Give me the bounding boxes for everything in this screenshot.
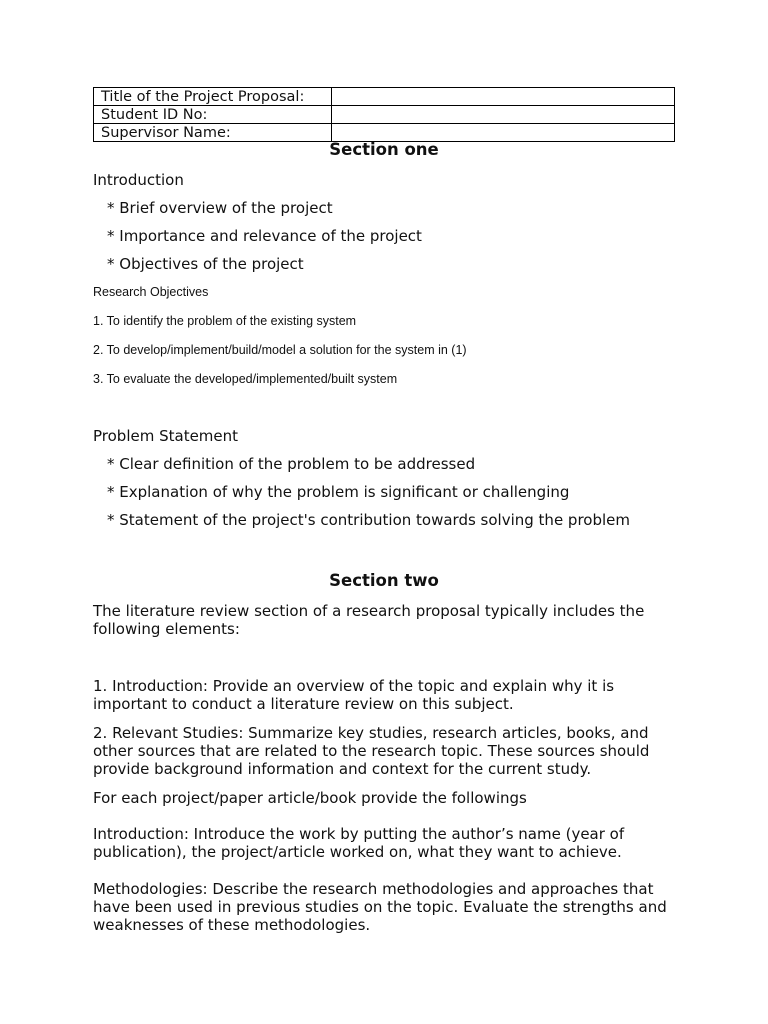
problem-bullet: * Statement of the project's contribution towards solving the problem [107, 511, 631, 529]
table-row [94, 124, 675, 142]
intro-bullet: * Importance and relevance of the project [107, 227, 422, 245]
problem-bullet: * Explanation of why the problem is significant or challenging [107, 483, 570, 501]
intro-bullet: * Objectives of the project [107, 255, 304, 273]
introduction-guidance: Introduction: Introduce the work by putting the author’s name (year of publication), the project/article worked on, what they want to achieve. [93, 825, 625, 861]
supervisor-value [332, 124, 675, 142]
literature-item-relevant-studies: 2. Relevant Studies: Summarize key studies, research articles, books, and other sources that are related to the research topic. These sources should provide background information and context for the current study. [93, 724, 650, 778]
problem-statement-label: Problem Statement [93, 427, 239, 445]
proposal-header-table [93, 87, 675, 142]
title-label: Title of the Project Proposal: [94, 88, 332, 106]
student-id-value [332, 106, 675, 124]
student-id-label: Student ID No: [94, 106, 332, 124]
table-row [94, 106, 675, 124]
section-two-heading: Section two [329, 571, 439, 590]
for-each-instruction: For each project/paper article/book provide the followings [93, 789, 527, 807]
problem-bullet: * Clear definition of the problem to be addressed [107, 455, 476, 473]
table-row [94, 88, 675, 106]
methodologies-guidance: Methodologies: Describe the research methodologies and approaches that have been used in previous studies on the topic. Evaluate the strengths and weaknesses of these methodologies. [93, 880, 667, 934]
supervisor-label: Supervisor Name: [94, 124, 332, 142]
research-objective-item: 1. To identify the problem of the existing system [93, 314, 357, 328]
title-value [332, 88, 675, 106]
literature-review-intro: The literature review section of a research proposal typically includes the following elements: [93, 602, 645, 638]
introduction-label: Introduction [93, 171, 184, 189]
research-objective-item: 3. To evaluate the developed/implemented/built system [93, 372, 398, 386]
literature-item-introduction: 1. Introduction: Provide an overview of the topic and explain why it is important to conduct a literature review on this subject. [93, 677, 615, 713]
research-objective-item: 2. To develop/implement/build/model a solution for the system in (1) [93, 343, 467, 357]
section-one-heading: Section one [329, 140, 439, 159]
research-objectives-label: Research Objectives [93, 285, 209, 299]
intro-bullet: * Brief overview of the project [107, 199, 333, 217]
